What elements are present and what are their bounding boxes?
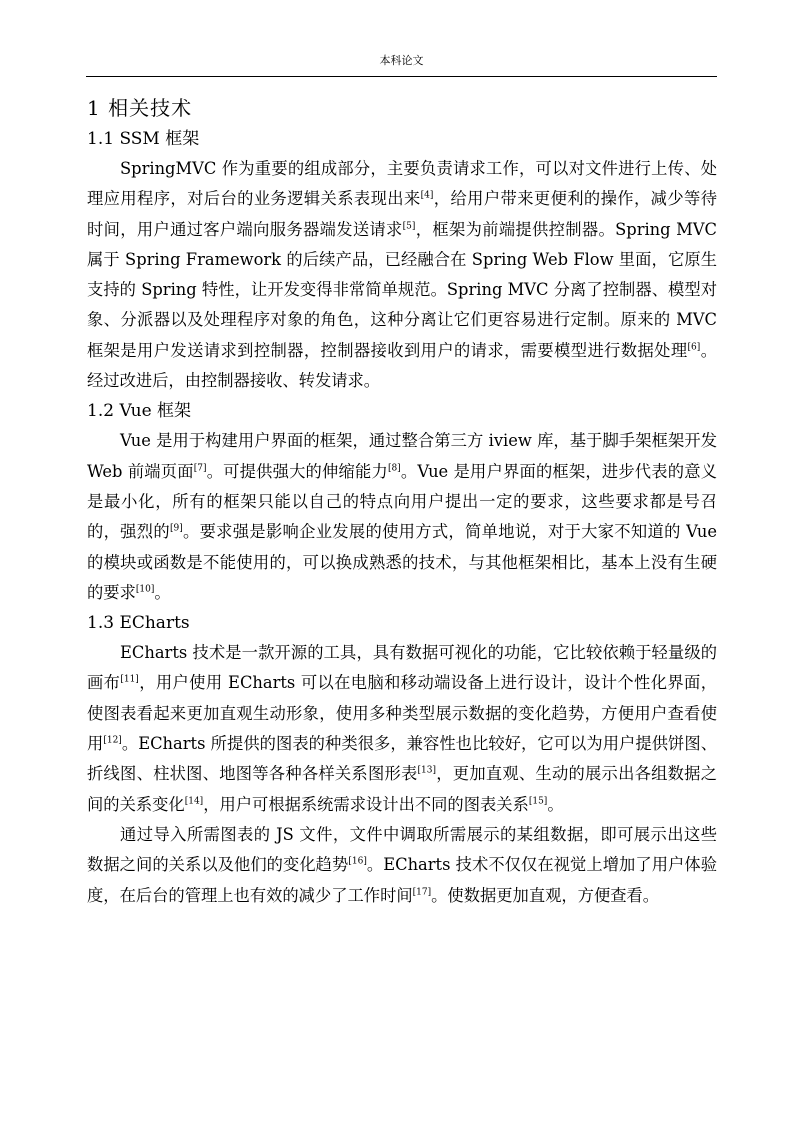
citation: [7] — [193, 463, 207, 474]
citation: [16] — [348, 856, 367, 867]
citation: [15] — [528, 796, 548, 807]
chapter-title-text: 相关技术 — [108, 96, 193, 120]
citation: [8] — [387, 463, 401, 474]
section — [87, 124, 717, 396]
paragraph-text: 。 — [547, 794, 564, 814]
document-body — [87, 92, 717, 911]
paragraph-text: SpringMVC 作为重要的组成部分，主要负责请求工作，可以对文件进行上传、处理应用程序，对后台的业务逻辑关系表现出来 — [87, 159, 717, 209]
chapter-number: 1 — [87, 96, 101, 120]
citation: [11] — [120, 675, 139, 686]
paragraph-text: ，用户使用 ECharts 可以在电脑和移动端设备上进行设计，设计个性化界面，使图表看起来更加直观生动形象，使用多种类型展示数据的变化趋势，方便用户查看使用 — [87, 673, 717, 754]
paragraph-text: 。可提供强大的伸缩能力 — [206, 461, 388, 481]
paragraph-text: Vue 是用于构建用户界面的框架，通过整合第三方 iview 库，基于脚手架框架开发 Web 前端页面 — [87, 431, 717, 481]
section-heading: 1.3 ECharts — [87, 613, 190, 634]
paragraph-text: 。要求强是影响企业发展的使用方式，简单地说，对于大家不知道的 Vue 的模块或函数是不能使用的，可以换成熟悉的技术，与其他框架相比，基本上没有生硬的要求 — [87, 522, 717, 602]
header-divider — [86, 76, 717, 77]
citation: [9] — [169, 523, 183, 534]
citation: [17] — [412, 887, 432, 898]
citation: [14] — [184, 796, 204, 807]
paragraph-text: ECharts 技术是一款开源的工具，具有数据可视化的功能，它比较依赖于轻量级的画布 — [87, 643, 717, 693]
citation: [10] — [135, 584, 155, 595]
paragraph-text: ，更加直观、生动的展示出各组数据之间的关系变化 — [87, 764, 717, 814]
paragraph-text: 通过导入所需图表的 JS 文件，文件中调取所需展示的某组数据，即可展示出这些数据之间的关系以及他们的变化趋势 — [87, 824, 717, 875]
citation: [4] — [420, 190, 434, 201]
citation: [5] — [402, 221, 416, 232]
paragraph-text: 。Vue 是用户界面的框架，进步代表的意义是最小化，所有的框架只能以自己的特点向用户提出一定的要求，这些要求都是号召的，强烈的 — [87, 461, 717, 542]
section — [87, 396, 717, 608]
paragraph — [87, 638, 717, 820]
paragraph-text: ，用户可根据系统需求设计出不同的图表关系 — [203, 794, 529, 814]
citation: [12] — [103, 735, 122, 746]
paragraph — [87, 426, 717, 608]
section-heading: 1.2 Vue 框架 — [87, 401, 192, 422]
page-header: 本科论文 — [379, 54, 424, 67]
paragraph — [87, 154, 717, 396]
paragraph-text: 。 — [154, 582, 171, 602]
paragraph-text: ，给用户带来更便利的操作，减少等待时间，用户通过客户端向服务器端发送请求 — [87, 189, 717, 239]
paragraph-text: 。使数据更加直观，方便查看。 — [431, 885, 660, 905]
chapter-title — [87, 92, 717, 124]
paragraph-text: ，框架为前端提供控制器。Spring MVC 属于 Spring Framework 的后续产品，已经融合在 Spring Web Flow 里面，它原生支持的 Spring 特性，让开发变得非常简单规范。Spring MVC 分离了控制器、模型对象、分派器以及处理程序对象的角色，这种分离让它们更容易进行定制。原来的 MVC 框架是用户发送请求到控制器，控制器接收到用户的请求，需要模型进行数据处理 — [87, 219, 717, 360]
citation: [6] — [687, 342, 701, 353]
citation: [13] — [417, 765, 437, 776]
section-heading: 1.1 SSM 框架 — [87, 129, 200, 149]
paragraph-text: 。经过改进后，由控制器接收、转发请求。 — [87, 340, 717, 391]
paragraph-text: 。ECharts 所提供的图表的种类很多，兼容性也比较好，它可以为用户提供饼图、折线图、柱状图、地图等各种各样关系图形表 — [87, 734, 717, 784]
paragraph-text: 。ECharts 技术不仅仅在视觉上增加了用户体验度，在后台的管理上也有效的减少了工作时间 — [87, 855, 717, 905]
paragraph — [87, 820, 717, 911]
section — [87, 608, 717, 911]
